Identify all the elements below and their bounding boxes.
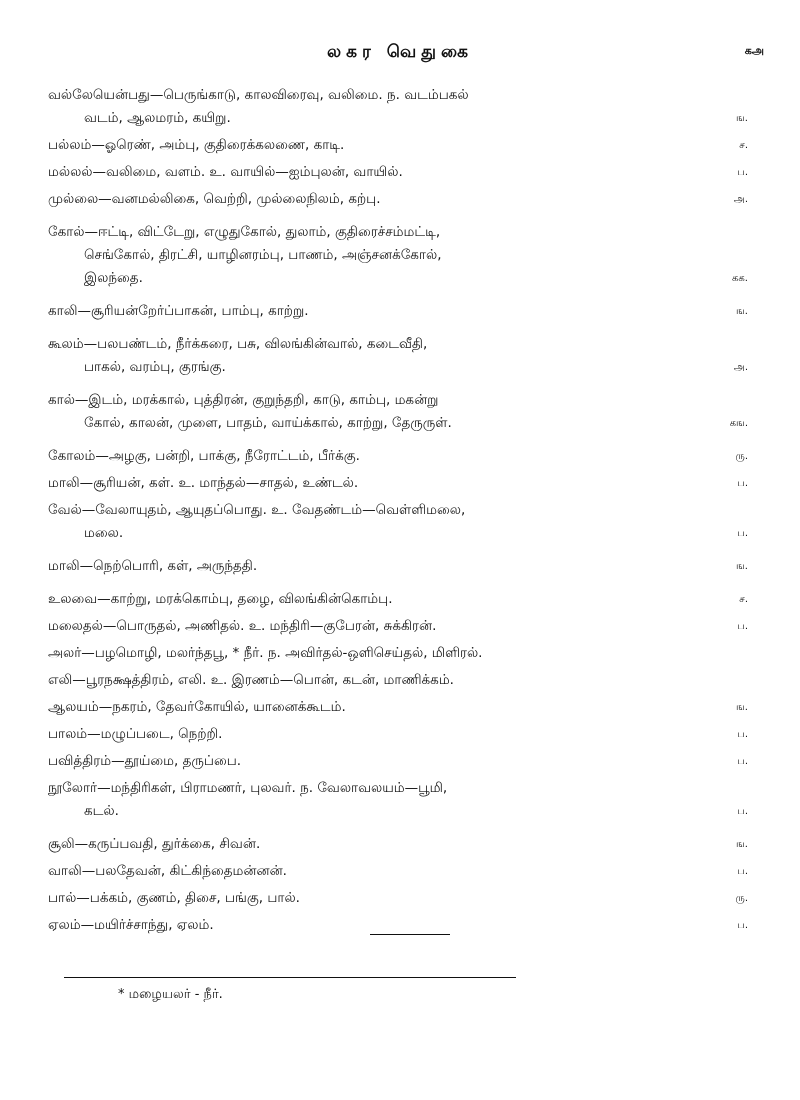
entry-headline: கால்—இடம், மரக்கால், புத்திரன், குறுந்தறி, காடு, காம்பு, மகன்று: [48, 392, 439, 408]
entry-headline: மாலி—சூரியன், கள். உ. மாந்தல்—சாதல், உண்டல்.: [48, 475, 359, 491]
dictionary-entry: [48, 696, 748, 719]
entry-continuation: இலந்தை.: [84, 270, 143, 286]
entry-count: அ.: [733, 362, 748, 373]
entry-headline: முல்லை—வனமல்லிகை, வெற்றி, முல்லைநிலம், கற்பு.: [48, 191, 381, 207]
entry-headline: காலி—சூரியன்றேர்ப்பாகன், பாம்பு, காற்று.: [48, 303, 309, 319]
dictionary-entry: [48, 300, 748, 323]
entry-count: ப.: [737, 920, 748, 931]
page-number: கஅ: [744, 44, 764, 57]
entry-headline: பல்லம்—ஓரெண், அம்பு, குதிரைக்கலணை, காடி.: [48, 137, 345, 153]
entry-count: அ.: [733, 194, 748, 205]
entry-headline: நூலோர்—மந்திரிகள், பிராமணர், புலவர். ந. வேலாவலயம்—பூமி,: [48, 780, 448, 796]
entry-count: ங.: [736, 839, 748, 850]
dictionary-entry: [48, 84, 748, 130]
entry-headline: அலர்—பழமொழி, மலர்ந்தபூ, * நீர். ந. அவிர்தல்-ஒளிசெய்தல், மிளிரல்.: [48, 645, 483, 661]
entry-headline: உலவை—காற்று, மரக்கொம்பு, தழை, விலங்கின்கொம்பு.: [48, 591, 393, 607]
entry-continuation: கோல், காலன், முளை, பாதம், வாய்க்கால், காற்று, தேருருள்.: [84, 415, 452, 431]
entry-headline: வேல்—வேலாயுதம், ஆயுதப்பொது. உ. வேதண்டம்—வெள்ளிமலை,: [48, 502, 466, 518]
entry-headline: எலி—பூரநக்ஷத்திரம், எலி. உ. இரணம்—பொன், கடன், மாணிக்கம்.: [48, 672, 454, 688]
entry-count: ரு.: [735, 893, 748, 904]
entry-count: ரு.: [735, 451, 748, 462]
entry-count: ப.: [737, 729, 748, 740]
entry-count: ங.: [736, 113, 748, 124]
entry-count: ப.: [737, 167, 748, 178]
entry-headline: ஆலயம்—நகரம், தேவர்கோயில், யானைக்கூடம்.: [48, 699, 346, 715]
entry-headline: கோல்—ஈட்டி, விட்டேறு, எழுதுகோல், துலாம், குதிரைச்சம்மட்டி,: [48, 224, 441, 240]
entry-count: ச.: [739, 140, 748, 151]
dictionary-entry: [48, 669, 748, 692]
entry-count: ப.: [737, 756, 748, 767]
entry-headline: கோலம்—அழகு, பன்றி, பாக்கு, நீரோட்டம், பீர்க்கு.: [48, 448, 360, 464]
entry-count: ப.: [737, 806, 748, 817]
entry-headline: பாலம்—மழுப்படை, நெற்றி.: [48, 726, 223, 742]
entry-count: ப.: [737, 528, 748, 539]
entry-count: ங.: [736, 702, 748, 713]
dictionary-entry: [48, 134, 748, 157]
entry-headline: ஏலம்—மயிர்ச்சாந்து, ஏலம்.: [48, 917, 214, 933]
entry-count: ச.: [739, 594, 748, 605]
entry-headline: சூலி—கருப்பவதி, துர்க்கை, சிவன்.: [48, 836, 261, 852]
entry-headline: மல்லல்—வலிமை, வளம். உ. வாயில்—ஐம்புலன், வாயில்.: [48, 164, 403, 180]
dictionary-entry: [48, 723, 748, 746]
entry-count: கங.: [729, 418, 748, 429]
dictionary-entry: [48, 615, 748, 638]
dictionary-entry: [48, 642, 748, 665]
dictionary-entry: [48, 333, 748, 379]
entry-count: கக.: [732, 273, 748, 284]
dictionary-entry: [48, 389, 748, 435]
entry-count: ப.: [737, 866, 748, 877]
entry-count: ப.: [737, 478, 748, 489]
entry-headline: கூலம்—பலபண்டம், நீர்க்கரை, பசு, விலங்கின்வால், கடைவீதி,: [48, 336, 428, 352]
entry-headline: வாலி—பலதேவன், கிட்கிந்தைமன்னன்.: [48, 863, 287, 879]
section-divider: [370, 934, 450, 935]
entry-headline: மாலி—நெற்பொரி, கள், அருந்ததி.: [48, 558, 258, 574]
dictionary-entry: [48, 555, 748, 578]
dictionary-entry: [48, 188, 748, 211]
entry-count: ங.: [736, 561, 748, 572]
entry-headline: வல்லேயென்பது—பெருங்காடு, காலவிரைவு, வலிமை. ந. வடம்பகல்: [48, 87, 469, 103]
dictionary-entry: [48, 499, 748, 545]
entry-continuation: மலை.: [84, 525, 124, 541]
entry-list: [48, 84, 748, 937]
entry-continuation: கடல்.: [84, 803, 119, 819]
dictionary-entry: [48, 860, 748, 883]
footnote-divider: [64, 977, 516, 978]
dictionary-entry: [48, 887, 748, 910]
entry-continuation: வடம், ஆலமரம், கயிறு.: [84, 110, 231, 126]
entry-headline: மலைதல்—பொருதல், அணிதல். உ. மந்திரி—குபேரன், சுக்கிரன்.: [48, 618, 437, 634]
dictionary-entry: [48, 221, 748, 290]
dictionary-entry: [48, 445, 748, 468]
entry-continuation: செங்கோல், திரட்சி, யாழினரம்பு, பாணம், அஞ்சனக்கோல்,: [84, 247, 442, 263]
entry-count: ப.: [737, 621, 748, 632]
dictionary-entry: [48, 161, 748, 184]
page-title: லகர வெதுகை: [327, 42, 473, 62]
dictionary-entry: [48, 777, 748, 823]
entry-count: ங.: [736, 306, 748, 317]
dictionary-entry: [48, 833, 748, 856]
entry-headline: பால்—பக்கம், குணம், திசை, பங்கு, பால்.: [48, 890, 300, 906]
entry-headline: பவித்திரம்—தூய்மை, தருப்பை.: [48, 753, 242, 769]
dictionary-entry: [48, 750, 748, 773]
entry-continuation: பாகல், வரம்பு, குரங்கு.: [84, 359, 226, 375]
dictionary-entry: [48, 472, 748, 495]
footnote: * மழையலர் - நீர்.: [118, 987, 223, 1002]
dictionary-entry: [48, 588, 748, 611]
